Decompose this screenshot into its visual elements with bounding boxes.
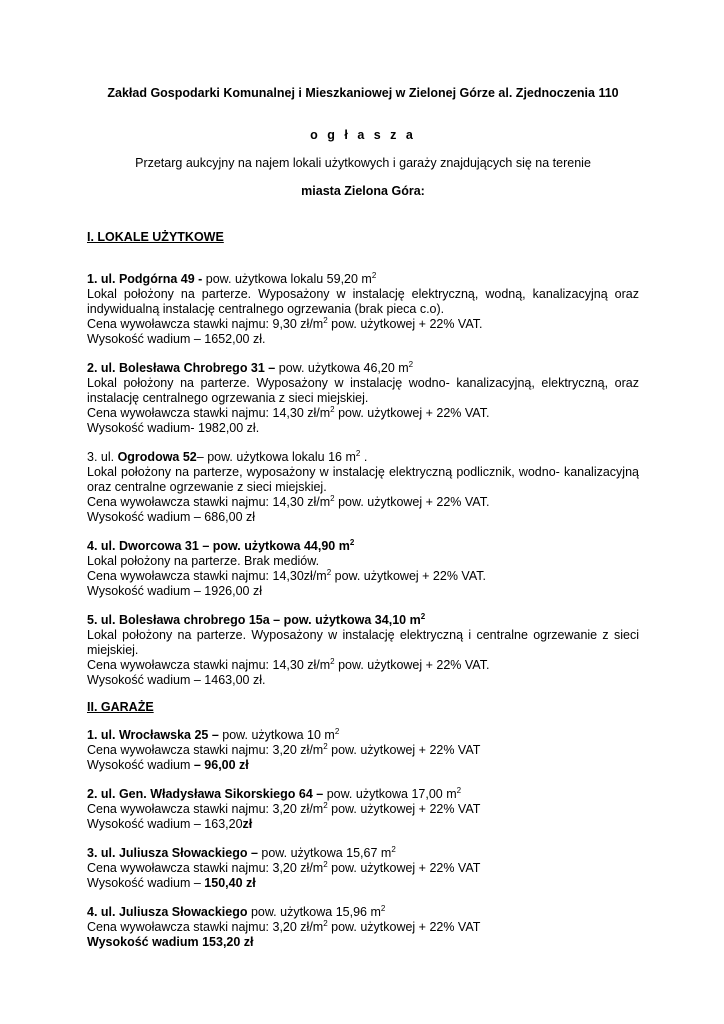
commercial-unit-2 xyxy=(87,361,639,436)
garage-price: Cena wywoławcza stawki najmu: 3,20 $zł/m^2$ pow. użytkowej + 22% VAT xyxy=(87,741,481,757)
unit-heading: 1. ul. Podgórna 49 - pow. użytkowa lokalu 59,20 $m^2$ xyxy=(87,270,377,286)
garage-heading: 2. ul. Gen. Władysława Sikorskiego 64 – pow. użytkowa 17,00 $m^2$ xyxy=(87,785,462,801)
unit-heading: 4. ul. Dworcowa 31 – pow. użytkowa 44,90 $m^2$ xyxy=(87,537,355,553)
garage-heading: 4. ul. Juliusza Słowackiego pow. użytkowa 15,96 $m^2$ xyxy=(87,903,386,919)
garage-price: Cena wywoławcza stawki najmu: 3,20 $zł/m^2$ pow. użytkowej + 22% VAT xyxy=(87,859,481,875)
unit-price: Cena wywoławcza stawki najmu: 14,30 $zł/m^2$ pow. użytkowej + 22% VAT. xyxy=(87,656,490,672)
unit-wadium: Wysokość wadium – 1652,00 zł. xyxy=(87,332,266,346)
unit-heading: 5. ul. Bolesława chrobrego 15a – pow. użytkowa 34,10 $m^2$ xyxy=(87,611,426,627)
section-commercial-units-title: I. LOKALE UŻYTKOWE xyxy=(87,230,224,244)
unit-description: Lokal położony na parterze. Brak mediów. xyxy=(87,554,320,568)
garage-3 xyxy=(87,846,639,891)
unit-wadium: Wysokość wadium – 1926,00 zł xyxy=(87,584,262,598)
unit-description: Lokal położony na parterze. Wyposażony w instalację elektryczną i centralne ogrzewanie z sieci miejskiej. xyxy=(87,628,639,657)
garage-wadium: Wysokość wadium – 150,40 zł xyxy=(87,876,256,890)
city-line: miasta Zielona Góra: xyxy=(301,184,425,198)
commercial-unit-3 xyxy=(87,450,639,525)
garage-4 xyxy=(87,905,639,950)
unit-price: Cena wywoławcza stawki najmu: 14,30 $zł/m^2$ pow. użytkowej + 22% VAT. xyxy=(87,404,490,420)
commercial-unit-5 xyxy=(87,613,639,688)
unit-wadium: Wysokość wadium – 1463,00 zł. xyxy=(87,673,266,687)
unit-heading: 2. ul. Bolesława Chrobrego 31 – pow. użytkowa 46,20 $m^2$ xyxy=(87,359,414,375)
unit-price: Cena wywoławcza stawki najmu: $14,30zł/m^2$ pow. użytkowej + 22% VAT. xyxy=(87,567,486,583)
tender-subtitle: Przetarg aukcyjny na najem lokali użytkowych i garaży znajdujących się na terenie xyxy=(135,156,591,170)
announces-heading: o g ł a s z a xyxy=(310,128,416,142)
garage-heading: 3. ul. Juliusza Słowackiego – pow. użytkowa 15,67 $m^2$ xyxy=(87,844,396,860)
unit-price: Cena wywoławcza stawki najmu: 9,30 $zł/m^2$ pow. użytkowej + 22% VAT. xyxy=(87,315,483,331)
garage-wadium: Wysokość wadium – 96,00 zł xyxy=(87,758,249,772)
garage-2 xyxy=(87,787,639,832)
section-garages-title: II. GARAŻE xyxy=(87,700,154,714)
unit-description: Lokal położony na parterze. Wyposażony w instalację wodno- kanalizacyjną, elektryczną, oraz instalację centralnego ogrzewania z sieci miejskiej. xyxy=(87,376,639,405)
garage-1 xyxy=(87,728,639,773)
organization-header: Zakład Gospodarki Komunalnej i Mieszkaniowej w Zielonej Górze al. Zjednoczenia 110 xyxy=(107,86,619,100)
unit-heading: 3. ul. Ogrodowa 52– pow. użytkowa lokalu 16 $m^2$ . xyxy=(87,448,368,464)
garage-heading: 1. ul. Wrocławska 25 – pow. użytkowa 10 $m^2$ xyxy=(87,726,340,742)
unit-description: Lokal położony na parterze. Wyposażony w instalację elektryczną, wodną, kanalizacyjną oraz indywidualną instalację centralnego ogrzewania (brak pieca c.o). xyxy=(87,287,639,316)
unit-wadium: Wysokość wadium – 686,00 zł xyxy=(87,510,256,524)
document-page xyxy=(87,86,639,964)
garage-wadium: Wysokość wadium – 163,20zł xyxy=(87,817,253,831)
garage-price: Cena wywoławcza stawki najmu: 3,20 $zł/m^2$ pow. użytkowej + 22% VAT xyxy=(87,918,481,934)
unit-price: Cena wywoławcza stawki najmu: 14,30 $zł/m^2$ pow. użytkowej + 22% VAT. xyxy=(87,493,490,509)
commercial-unit-4 xyxy=(87,539,639,599)
unit-description: Lokal położony na parterze, wyposażony w instalację elektryczną podlicznik, wodno- kanalizacyjną oraz centralne ogrzewanie z sieci miejskiej. xyxy=(87,465,639,494)
garage-wadium: Wysokość wadium 153,20 zł xyxy=(87,935,254,949)
unit-wadium: Wysokość wadium- 1982,00 zł. xyxy=(87,421,260,435)
garage-price: Cena wywoławcza stawki najmu: 3,20 $zł/m^2$ pow. użytkowej + 22% VAT xyxy=(87,800,481,816)
commercial-unit-1 xyxy=(87,272,639,347)
